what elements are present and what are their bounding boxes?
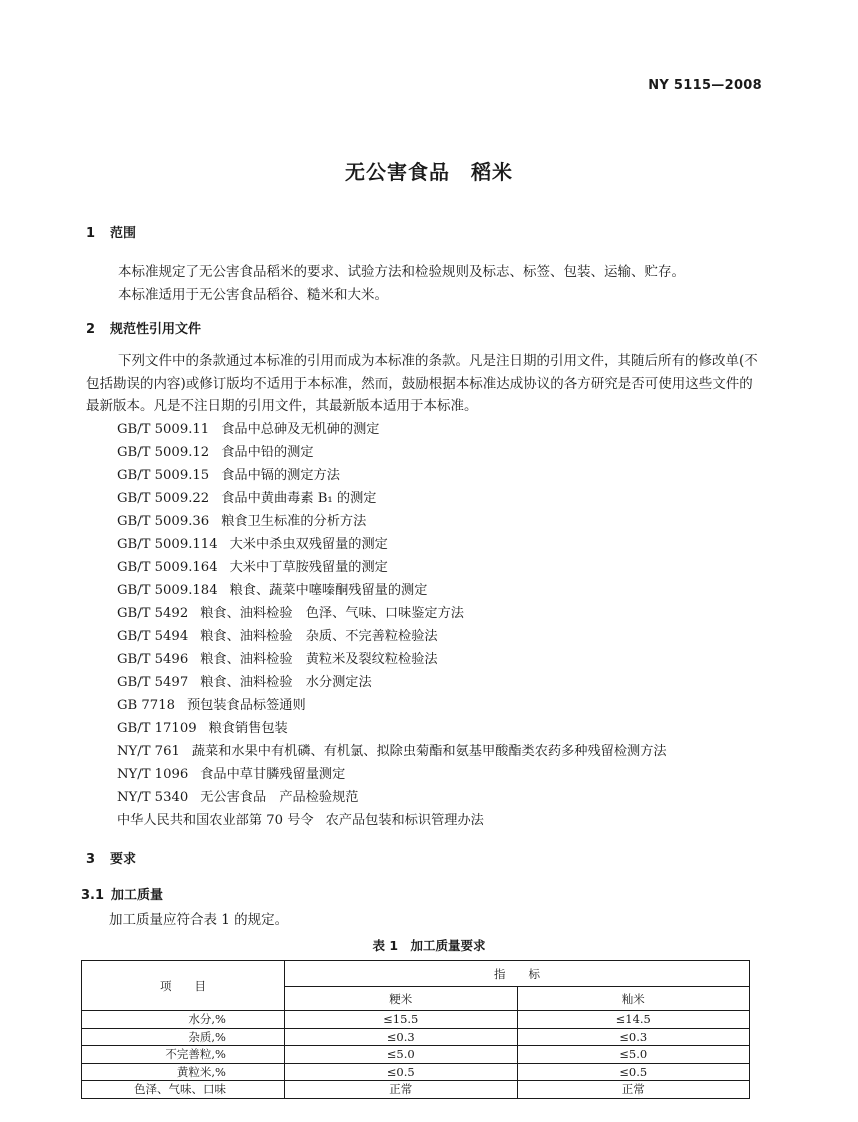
reference-code: GB/T 5494: [117, 629, 189, 644]
standard-number: NY 5115—2008: [648, 78, 762, 93]
reference-item: [117, 418, 667, 441]
table-row: [82, 1028, 750, 1046]
table-header-index: 指 标: [285, 961, 750, 987]
reference-title: 食品中总砷及无机砷的测定: [221, 422, 380, 437]
reference-title: 农产品包装和标识管理办法: [325, 813, 484, 828]
reference-code: GB/T 5009.11: [117, 422, 210, 437]
reference-code: GB 7718: [117, 698, 175, 713]
reference-title: 粮食、油料检验 黄粒米及裂纹粒检验法: [200, 652, 438, 667]
table-cell-value: ≤5.0: [517, 1046, 750, 1064]
table-cell-item: 色泽、气味、口味: [82, 1081, 285, 1099]
reference-item: [117, 648, 667, 671]
reference-item: [117, 809, 667, 832]
table-cell-item: 杂质,%: [82, 1028, 285, 1046]
reference-item: [117, 740, 667, 763]
references-intro: 下列文件中的条款通过本标准的引用而成为本标准的条款。凡是注日期的引用文件，其随后所有的修改单(不包括勘误的内容)或修订版均不适用于本标准，然而，鼓励根据本标准达成协议的各方研究是否可使用这些文件的最新版本。凡是不注日期的引用文件，其最新版本适用于本标准。: [86, 353, 758, 414]
reference-code: GB/T 5009.15: [117, 468, 210, 483]
reference-title: 大米中丁草胺残留量的测定: [229, 560, 388, 575]
subsection-title: 加工质量: [111, 888, 164, 903]
reference-title: 预包装食品标签通则: [186, 698, 306, 713]
table-header-indica: 籼米: [517, 987, 750, 1011]
reference-title: 食品中镉的测定方法: [221, 468, 340, 483]
scope-paragraph-1: 本标准规定了无公害食品稻米的要求、试验方法和检验规则及标志、标签、包装、运输、贮存。: [118, 264, 685, 280]
reference-title: 粮食、油料检验 水分测定法: [200, 675, 372, 690]
subsection-processing-text: 加工质量应符合表 1 的规定。: [109, 912, 289, 928]
table-cell-value: ≤15.5: [285, 1011, 518, 1029]
reference-item: [117, 487, 667, 510]
reference-item: [117, 763, 667, 786]
reference-code: GB/T 5009.114: [117, 537, 218, 552]
reference-title: 食品中黄曲毒素 B₁ 的测定: [221, 491, 377, 506]
reference-title: 粮食、油料检验 杂质、不完善粒检验法: [200, 629, 438, 644]
reference-title: 大米中杀虫双残留量的测定: [229, 537, 388, 552]
section-requirements-heading: [86, 848, 136, 867]
reference-item: [117, 441, 667, 464]
reference-code: GB/T 5009.12: [117, 445, 210, 460]
reference-code: GB/T 5009.164: [117, 560, 218, 575]
reference-code: GB/T 5009.22: [117, 491, 210, 506]
table-cell-item: 黄粒米,%: [82, 1063, 285, 1081]
reference-title: 食品中草甘膦残留量测定: [200, 767, 346, 782]
reference-item: [117, 464, 667, 487]
reference-code: GB/T 5009.184: [117, 583, 218, 598]
section-scope-heading: [86, 222, 136, 241]
subsection-processing-heading: [81, 884, 163, 903]
reference-item: [117, 717, 667, 740]
table-cell-value: 正常: [517, 1081, 750, 1099]
reference-code: GB/T 5496: [117, 652, 189, 667]
reference-code: GB/T 5009.36: [117, 514, 210, 529]
reference-code: GB/T 5492: [117, 606, 189, 621]
reference-title: 蔬菜和水果中有机磷、有机氯、拟除虫菊酯和氨基甲酸酯类农药多种残留检测方法: [191, 744, 667, 759]
table-cell-value: 正常: [285, 1081, 518, 1099]
reference-title: 粮食卫生标准的分析方法: [221, 514, 367, 529]
table-header-japonica: 粳米: [285, 987, 518, 1011]
table-row: [82, 1081, 750, 1099]
section-references-heading: [86, 318, 201, 337]
reference-item: [117, 671, 667, 694]
table-row: [82, 1046, 750, 1064]
reference-item: [117, 602, 667, 625]
table-cell-value: ≤0.3: [285, 1028, 518, 1046]
section-number: 1: [86, 226, 96, 241]
reference-code: NY/T 1096: [117, 767, 189, 782]
table-row: [82, 1063, 750, 1081]
subsection-number: 3.1: [81, 888, 105, 903]
reference-title: 粮食、蔬菜中噻嗪酮残留量的测定: [229, 583, 428, 598]
table-cell-item: 水分,%: [82, 1011, 285, 1029]
reference-code: NY/T 5340: [117, 790, 189, 805]
reference-item: [117, 533, 667, 556]
reference-title: 粮食、油料检验 色泽、气味、口味鉴定方法: [200, 606, 464, 621]
table-cell-value: ≤0.3: [517, 1028, 750, 1046]
reference-item: [117, 786, 667, 809]
section-number: 3: [86, 852, 96, 867]
section-title: 范围: [110, 226, 137, 241]
reference-item: [117, 510, 667, 533]
table-row: [82, 1011, 750, 1029]
reference-title: 粮食销售包装: [208, 721, 288, 736]
reference-code: NY/T 761: [117, 744, 180, 759]
page-title: 无公害食品 稻米: [345, 160, 513, 184]
reference-list: [117, 418, 667, 832]
section-number: 2: [86, 322, 96, 337]
table-header-item: 项 目: [82, 961, 285, 1011]
section-title: 要求: [110, 852, 137, 867]
section-title: 规范性引用文件: [110, 322, 202, 337]
reference-item: [117, 694, 667, 717]
reference-code: GB/T 5497: [117, 675, 189, 690]
reference-code: 中华人民共和国农业部第 70 号令: [117, 813, 314, 828]
reference-title: 无公害食品 产品检验规范: [200, 790, 359, 805]
reference-item: [117, 579, 667, 602]
reference-title: 食品中铅的测定: [221, 445, 314, 460]
table-caption: 表 1 加工质量要求: [372, 938, 486, 953]
reference-item: [117, 556, 667, 579]
reference-item: [117, 625, 667, 648]
table-cell-value: ≤14.5: [517, 1011, 750, 1029]
scope-paragraph-2: 本标准适用于无公害食品稻谷、糙米和大米。: [118, 287, 388, 303]
table-cell-value: ≤0.5: [517, 1063, 750, 1081]
quality-table: [81, 960, 750, 1099]
table-cell-item: 不完善粒,%: [82, 1046, 285, 1064]
reference-code: GB/T 17109: [117, 721, 197, 736]
table-cell-value: ≤5.0: [285, 1046, 518, 1064]
table-cell-value: ≤0.5: [285, 1063, 518, 1081]
